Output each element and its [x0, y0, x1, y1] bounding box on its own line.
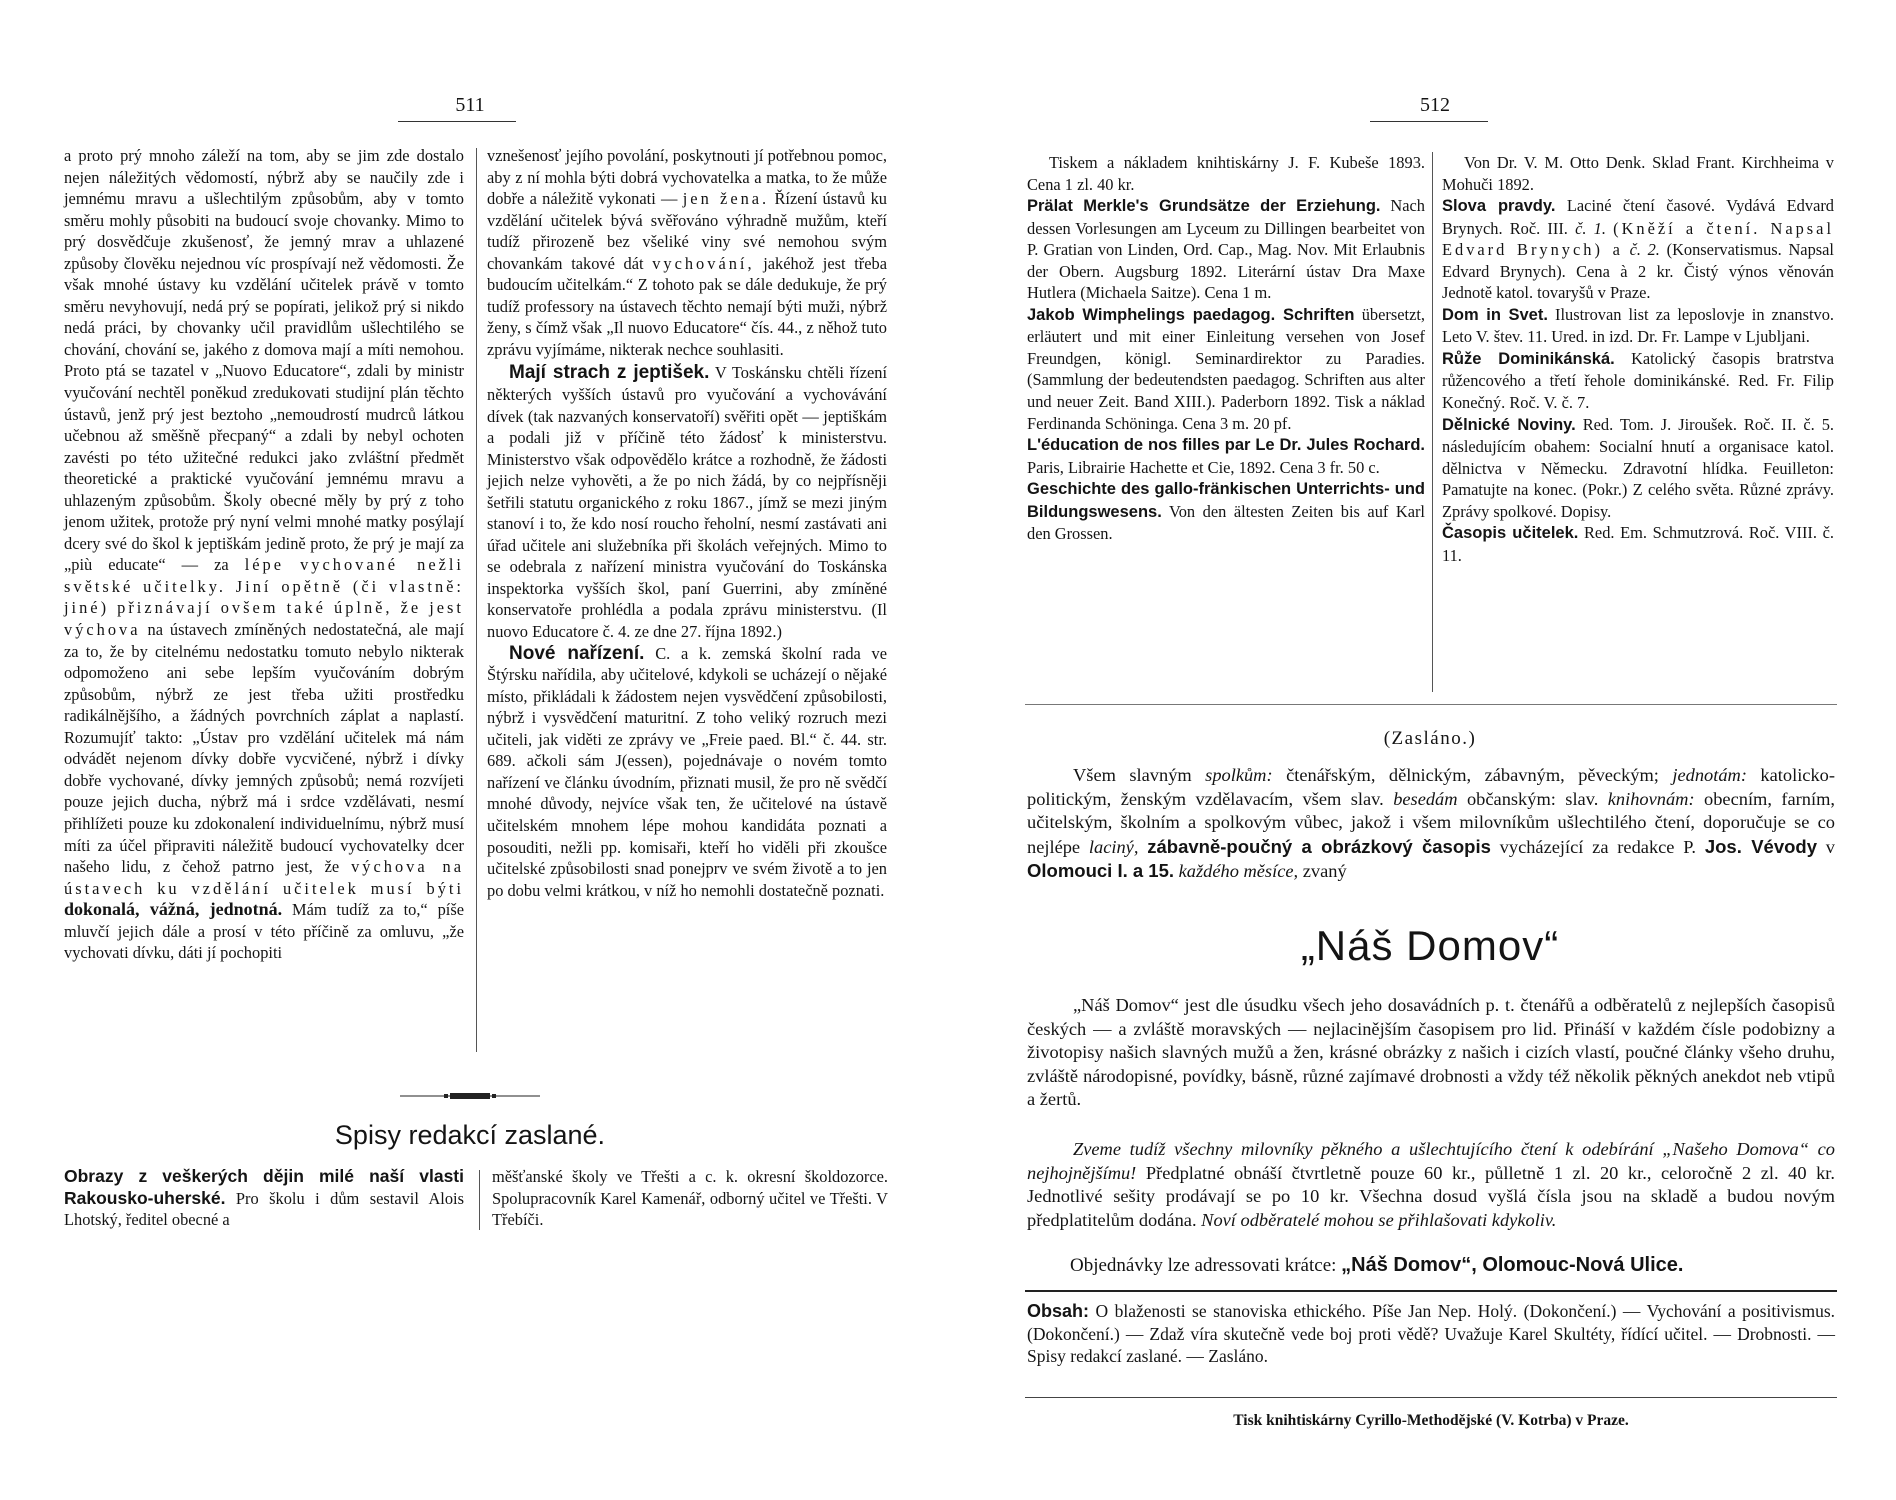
right-col2-intro: Von Dr. V. M. Otto Denk. Sklad Frant. Kirchheima v Mohuči 1892.	[1442, 153, 1834, 194]
right-col2-heading-slova: Slova pravdy.	[1442, 197, 1556, 216]
right-column-1	[1027, 152, 1425, 545]
ad-p1-h: knihovnám:	[1607, 788, 1695, 809]
ad-title-nas-domov: „Náš Domov“	[1300, 922, 1560, 969]
ad-p1-b: spolkům:	[1205, 765, 1273, 785]
left-col2-spaced-vychovani: vychování,	[652, 253, 755, 273]
ad-paragraph-4	[1070, 1254, 1840, 1277]
ad-p1-a: Všem slavným	[1073, 765, 1192, 785]
section-title-spisy: Spisy redakcí zaslané.	[334, 1120, 606, 1150]
right-col2-text-slova-e: (Konservatismus. Napsal Edvard Brynych). Cena à 2 kr. Čistý výnos věnován Jednotě katol. tovaryšů v Praze.	[1442, 240, 1834, 303]
right-col1-text-geschichte: Von den ältesten Zeiten bis auf Karl den Grossen.	[1027, 501, 1425, 544]
right-col2-heading-ruze: Růže Dominikánská.	[1442, 349, 1615, 368]
ad-p1-j: laciný,	[1088, 836, 1139, 857]
right-col1-heading-education: L'éducation de nos filles par Le Dr. Jules Rochard.	[1027, 436, 1425, 455]
imprint-rule	[1025, 1397, 1837, 1398]
right-col2-text-casopis: Red. Em. Schmutzrová. Roč. VIII. č. 11.	[1442, 523, 1834, 565]
left-column-1	[64, 145, 464, 964]
left-col2-text-3: jakéhož jest třeba budoucím učitelkám.“ Z tohoto pak se dále dedukuje, že prý tudíž professory na ústavech těchto nemají býti muži, nýbrž ženy, s čímž však „Il nuovo Educatore“ čís. 44., z něhož tuto zprávu vyjímáme, nikterak nechce souhlasiti.	[487, 253, 887, 359]
ad-p4-a: Objednávky lze adressovati krátce:	[1070, 1255, 1337, 1276]
left-col2-text-2: Řízení ústavů ku vzdělání učitelek bývá svěřováno výhradně mužům, kteří tudíž přirozeně bez všeliké viny své nemohou svým chovankám takové dát	[487, 189, 888, 273]
left-bottom-divider	[479, 1170, 480, 1230]
page-number-right: 512	[1420, 94, 1450, 116]
ad-p3-c: Noví odběratelé mohou se přihlašovati kdykoliv.	[1201, 1209, 1557, 1230]
ad-p1-q: zvaný	[1302, 861, 1347, 882]
page-number-rule-right	[1370, 121, 1488, 122]
page-number-rule-left	[398, 121, 516, 122]
left-bottom-column-2	[492, 1166, 888, 1231]
left-page-column-divider	[476, 148, 477, 1052]
ad-p1-f: besedám	[1393, 788, 1458, 809]
left-bottom-column-1	[64, 1166, 464, 1231]
ad-p1-d: jednotám:	[1672, 765, 1747, 785]
left-col2-text-narizeni: C. a k. zemská školní rada ve Štýrsku nařídila, aby učitelové, kdykoli se ucházejí o nějaké místo, přikládali k žádostem nejen vysvědčení způsobilosti, nýbrž i vysvědčení maturitní. Z toho veliký rozruch mezi učiteli, jak viděti ze zprávy ve „Freie paed. Bl.“ č. 44. str. 689. ačkoli sám J(essen), pojednávaje o novém tomto nařízení ve článku úvodním, přiznati musil, že pro ně svědčí mnohé důvody, nejvíce však ten, že učitelové na ústavě učitelském mnohem lépe mohou kandidáta poznati a posouditi, nežli pp. komisaři, kteří ho viděli při zkoušce učitelské způsobilosti snad ponejprv ve svém životě a to jen po dobu velmi krátkou, v níž ho nemohli dostatečně poznati.	[487, 643, 888, 900]
ad-p1-o: Olomouci I. a 15.	[1027, 860, 1175, 882]
ad-p1-p: každého měsíce,	[1178, 861, 1299, 882]
right-col2-text-dom: Ilustrovan list za leposlovje in znanstvo. Leto V. štev. 11. Ured. in izd. Dr. Fr. Lampe v Ljubljani.	[1442, 304, 1834, 347]
ad-p3-b: Předplatné obnáší čtvrtletně pouze 60 kr., půlletně 1 zl. 20 kr., celoročně 2 zl. 40 kr. Jednotlivé sešity prodávají se po 10 kr. Všechna dosud vyšlá čísla jsou na skladě a budou novým předplatitelům dodána.	[1027, 1162, 1835, 1230]
left-col1-text-c: Mám tudíž za to,“ píše mluvčí jejich dále a prosí v této příčině za omluvu, „že vychovati dívku, dáti jí pochopiti	[64, 900, 464, 963]
imprint-line: Tisk knihtiskárny Cyrillo-Methodějské (V. Kotrba) v Praze.	[1233, 1412, 1629, 1429]
ad-paragraph-2: „Náš Domov“ jest dle úsudku všech jeho dosavádních p. t. čtenářů a odběratelů z nejlepších časopisů českých — a zvláště moravských — nejlacinějším časopisem pro lid. Přináší v každém čísle podobizny a životopisy našich slavných mužů a žen, krásné obrázky z našich i cizích vlastí, poučné články všeho druhu, zvláště národopisné, povídky, básně, různé zajímavé drobnosti a vždy též několik pěkných anekdot neb vtipů a žertů.	[1027, 995, 1835, 1110]
obsah-text: O blaženosti se stanoviska ethického. Píše Jan Nep. Holý. (Dokončení.) — Vychování a positivismus. (Dokončení.) — Zdaž víra skutečně vede boj proti vědě? Uvažuje Karel Skultéty, řídící učitel. — Drobnosti. — Spisy redakcí zaslané. — Zasláno.	[1027, 1301, 1836, 1367]
right-col1-text-merkle: Nach dessen Vorlesungen am Lyceum zu Dillingen bearbeitet von P. Gratian von Linden, Ord. Cap., Mag. Nov. Mit Erlaubnis der Obern. Augsburg 1892. Literární ústav Dra Maxe Hutlera (Michaela Saitze). Cena 1 m.	[1027, 196, 1425, 303]
left-col2-text-strach: V Toskánsku chtěli řízení některých vyšších ústavů pro vyučování a vychovávání dívek (tak nazvaných konservatoří) svěřiti opět — jeptiškám a podali již v příčině této žádosť k ministerstvu. Ministerstvo však odpovědělo krátce a rozhodně, že žádosti jejich nelze vyhověti, a že po nich žádá, by co nejpřísněji šetřili statutu organického z roku 1867., jímž se mezi jiným stanoví i to, že kdo nosí roucho řeholní, nesmí zastávati ani úřad učitele ani služebníka při školách veřejných. Mimo to se odebrala z nařízení ministra vyučování do Toskánska inspektorka vyšších škol, paní Guerrini, aby zmíněné konservatoře prohlédla a podala zprávu ministerstvu. (Il nuovo Educatore č. 4. ze dne 27. října 1892.)	[487, 363, 887, 642]
ad-p4-b: „Náš Domov“, Olomouc-Nová Ulice.	[1341, 1254, 1684, 1276]
left-col1-spaced-vychovane: vychované nežli světské učitelky. Jiní opětně (či vlastně: jiné) přiznávají ovšem také úplně, že jest	[64, 555, 464, 618]
ad-paragraph-1	[1027, 764, 1835, 884]
ad-p1-e: katolicko-politickým, ženským vzdělavacím, všem slav.	[1027, 765, 1835, 809]
left-col1-bold-dokonala: dokonalá, vážná, jednotná.	[64, 899, 283, 920]
left-bottom-text-continued: měšťanské školy ve Třešti a c. k. okresní školdozorce. Spolupracovník Karel Kamenář, odborný učitel ve Třešti. V Třebíči.	[492, 1167, 888, 1230]
page-number-left: 511	[455, 94, 485, 116]
right-col2-text-slova-c: (Kněží a čtení. Napsal Edvard Brynych) a	[1442, 218, 1834, 260]
right-col2-text-slova-d: č. 2.	[1629, 240, 1660, 260]
ad-p1-c: čtenářským, dělnickým, zábavným, pěveckým;	[1286, 765, 1659, 785]
right-col1-heading-wimpheling: Jakob Wimphelings paedagog. Schriften	[1027, 305, 1355, 324]
ad-p3-a: Zveme tudíž všechny milovníky pěkného a ušlechtujícího čtení k odebírání „Našeho Domova“ co nejhojnějšímu!	[1027, 1139, 1835, 1183]
left-col2-heading-narizeni: Nové nařízení.	[509, 642, 645, 664]
ornament-divider	[400, 1088, 540, 1098]
left-col1-text-b: na ústavech zmíněných nedostatečná, ale mají za to, že by citelnému nedostatku tomuto nebylo nikterak odpomoženo ani sebe lepším vyučováním dobrým způsobům, nýbrž ze jest třeba užiti prostředku radikálnějšího, a žádných povrchních záplat a naplastí. Rozumujíť takto: „Ústav pro vzdělání učitelek má nám odvádět nejenom dívky dobře vycvičené, nýbrž i dívky dobře vychované, dívky jemných způsobů; nemá rozvíjeti pouze jejich ducha, nýbrž má i srdce vzdělávati, nesmí přihlížeti pouze ku zdokonalení individuelnímu, nýbrž musí míti za účel připraviti náležitě budoucí vychovatelky dcer našeho lidu, z čehož patrno jest, že	[64, 620, 464, 877]
left-col1-spaced-vychova-ustavech: výchova na ústavech ku vzdělání učitelek musí býti	[64, 857, 464, 898]
zaslano-label: (Zasláno.)	[1383, 728, 1477, 749]
left-col1-text-a: a proto prý mnoho záleží na tom, aby se jim zde dostalo nejen náležitých vědomostí, nýbrž aby se naučily zde i jemnému mravu a ušlechtilým způsobům, aby v tomto směru mohly působiti na budoucí svoje chovanky. Mimo to prý dosvědčuje zkušenosť, že jemný mrav a uhlazené způsoby člověku nejednou víc prospívají než vědomosti. Že však mnohé ústavy ku vzdělání učitelek právě v tomto směru nevyhovují, nedá prý se popírati, jelikož prý si nikdo nedá práci, by chovanky učil pravidlům ušlechtilého se chování, chování se, jakého z domova mají a míti nemohou. Proto ptá se tazatel v „Nuovo Educatore“, zdali by ministr vyučování nechtěl poněkud zredukovati studijní plán těchto ústavů, jenž prý jest beztoho „nemoudrostí mudrců látkou učebnou až směšně přecpaný“ a zdali by nebyl ochoten zavésti po této užitečné redukci jako zvláštní předmět theoretické a praktické vyučování jemnému mravu a uhlazeným způsobům. Školy obecné měly by prý z toho jenom užitek, protože prý nyní velmi mnohé matky posýlají dcery své do škol k jeptiškám jedině proto, že prý je mají za „più educate“ — za	[64, 146, 464, 575]
right-col2-text-ruze: Katolický časopis bratrstva růžencového a třetí řehole dominikánské. Red. Fr. Filip Konečný. Roč. V. č. 7.	[1442, 348, 1834, 413]
left-column-2	[487, 145, 887, 901]
left-col2-text-1: vznešenosť jejího povolání, poskytnouti jí potřebnou pomoc, aby z ní mohla býti dobrá vychovatelka a matka, to že může dobře a náležitě vykonati —	[487, 146, 887, 209]
right-col2-text-delnicke: Red. Tom. J. Jiroušek. Roč. II. č. 5. následujícím obahem: Socialní hnutí a organisace katol. dělnictva v Německu. Zdravotní hlídka. Feuilleton: Pamatujte na konec. (Pokr.) Z celého světa. Různé zprávy. Zprávy spolkové. Dopisy.	[1442, 414, 1834, 521]
ad-p1-i: obecním, farním, učitelským, školním a spolkovým vůbec, jakož i všem milovníkům ušlechtilého čtení, doporučuje se co nejlépe	[1027, 788, 1836, 857]
left-col2-spaced-jen-zena: jen žena.	[682, 189, 770, 209]
right-col1-text-wimpheling: übersetzt, erläutert und mit einer Einleitung versehen von Josef Freundgen, königl. Seminardirektor zu Paradies. (Sammlung der bedeutendsten paedagog. Schriften aus alter und neuer Zeit. Band XIII.). Paderborn 1892. Tisk a náklad Ferdinanda Schöninga. Cena 3 m. 20 pf.	[1027, 304, 1425, 433]
right-column-2	[1442, 152, 1834, 566]
obsah-block	[1027, 1300, 1835, 1368]
ad-paragraph-3	[1027, 1138, 1835, 1232]
ad-p1-g: občanským: slav.	[1466, 788, 1599, 809]
left-col1-spaced-vychova: výchova	[64, 620, 141, 640]
right-section-rule	[1025, 704, 1837, 705]
ad-p1-k: zábavně-poučný a obrázkový časopis	[1147, 835, 1491, 857]
right-col1-text-education: Paris, Librairie Hachette et Cie, 1892. Cena 3 fr. 50 c.	[1027, 457, 1380, 477]
right-col2-heading-dom: Dom in Svet.	[1442, 305, 1548, 324]
obsah-label: Obsah:	[1027, 1301, 1090, 1321]
left-col2-heading-strach: Mají strach z jeptišek.	[509, 362, 710, 384]
right-col2-text-slova-a: Laciné čtení časové. Vydává Edvard Brynych. Roč. III.	[1442, 196, 1834, 238]
ornament-divider-graphic	[400, 1091, 540, 1101]
right-col1-heading-merkle: Prälat Merkle's Grundsätze der Erziehung.	[1027, 197, 1381, 216]
left-bottom-text-obrazy: Pro školu i dům sestavil Alois Lhotský, ředitel obecné a	[64, 1188, 464, 1230]
left-bottom-heading-obrazy: Obrazy z veškerých dějin milé naší vlasti Rakousko-uherské.	[64, 1166, 464, 1208]
right-col2-heading-delnicke: Dělnické Noviny.	[1442, 415, 1576, 434]
right-col2-text-slova-b: č. 1.	[1575, 218, 1606, 238]
left-col1-spaced-lepe: lépe	[244, 555, 285, 575]
obsah-rule	[1025, 1290, 1837, 1292]
ad-p1-l: vycházející za redakce P.	[1499, 836, 1697, 857]
right-col2-heading-casopis: Časopis učitelek.	[1442, 524, 1579, 543]
right-col1-intro: Tiskem a nákladem knihtiskárny J. F. Kubeše 1893. Cena 1 zl. 40 kr.	[1027, 153, 1425, 194]
right-col1-heading-geschichte: Geschichte des gallo-fränkischen Unterrichts- und Bildungswesens.	[1027, 480, 1425, 521]
ad-p1-n: v	[1825, 836, 1835, 857]
ad-p1-m: Jos. Vévody	[1704, 835, 1817, 857]
right-page-column-divider	[1432, 152, 1433, 692]
